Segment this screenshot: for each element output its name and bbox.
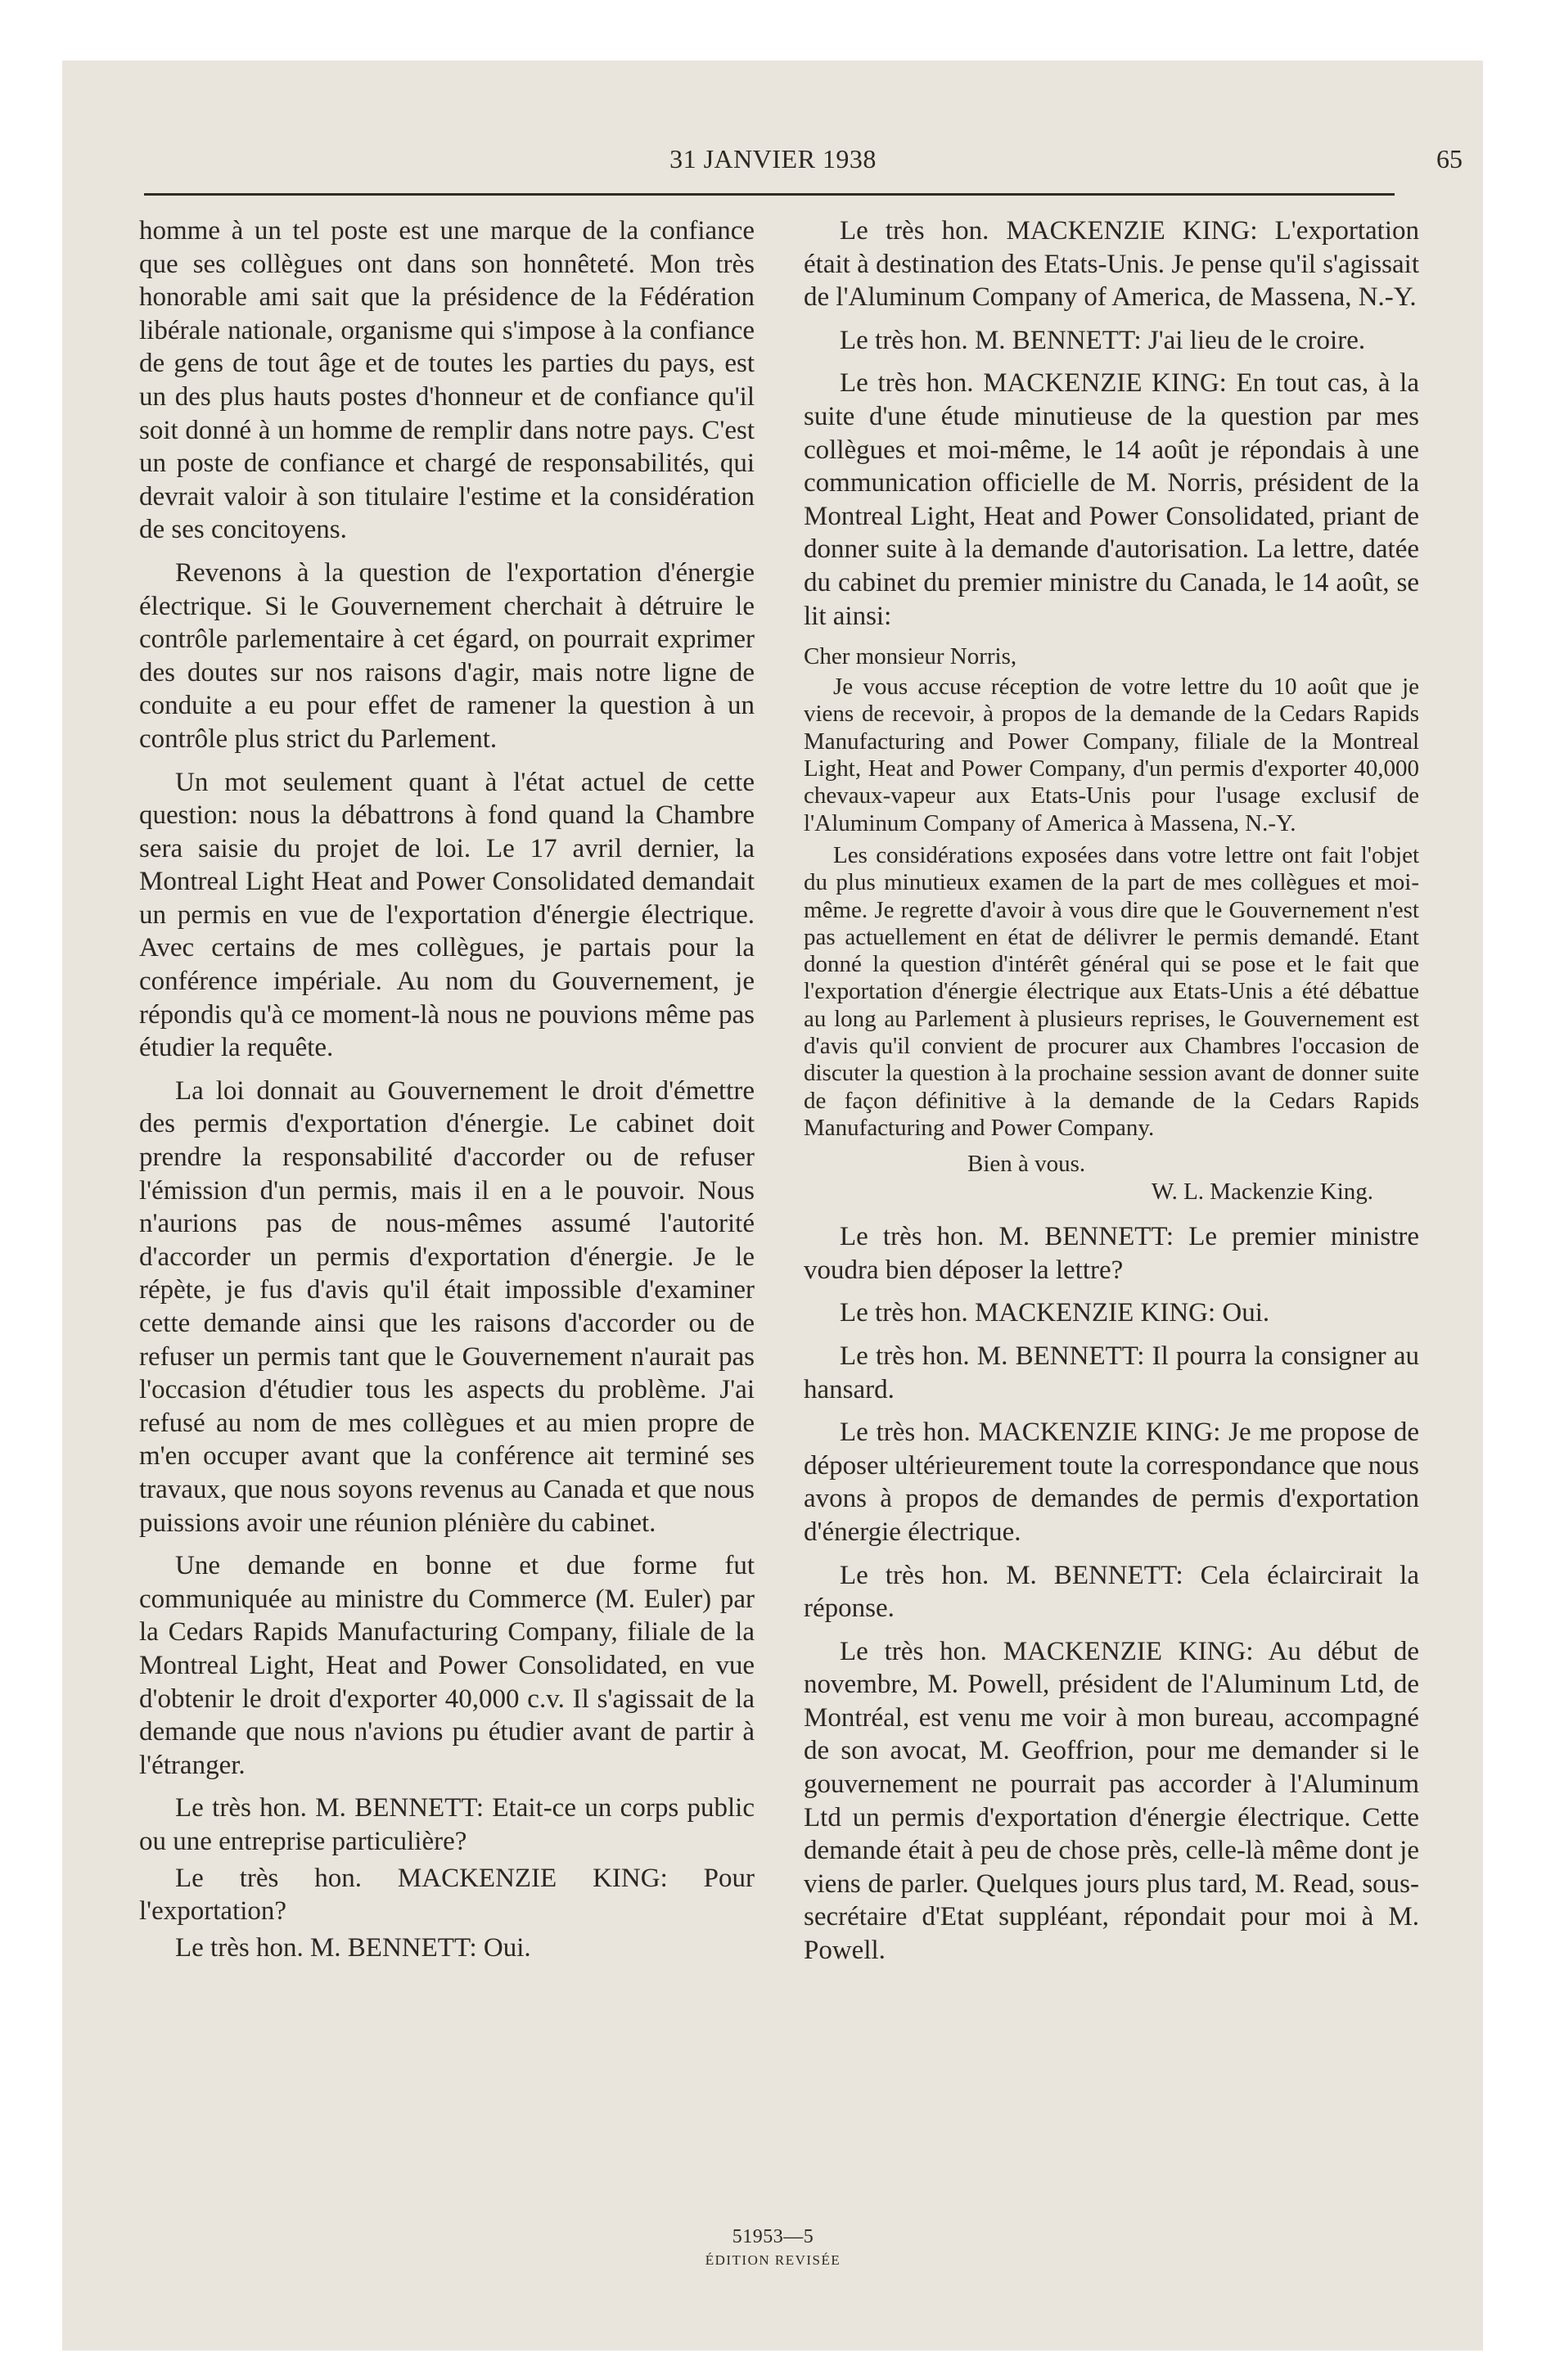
page-date: 31 JANVIER 1938	[669, 144, 877, 174]
print-code: 51953—5	[732, 2226, 814, 2247]
letter-paragraph: Les considérations exposées dans votre lettre ont fait l'objet du plus minutieux examen de la part de mes collègues et moi-même. Je regrette d'avoir à vous dire que le Gouvernement n'est pas actuellement en état de délivrer le permis demandé. Etant donné la question d'intérêt général qui se pose et le fait que l'exportation d'énergie électrique aux Etats-Unis a été débattue au long au Parlement à plusieurs reprises, le Gouvernement est d'avis qu'il convient de procurer aux Chambres l'occasion de discuter la question à la prochaine session avant de donner suite de façon définitive à la demande de la Cedars Rapids Manufacturing and Power Company.	[804, 841, 1419, 1141]
speaker-remark: Le très hon. MACKENZIE KING: Oui.	[840, 1298, 1270, 1328]
right-column	[804, 214, 1419, 2146]
paragraph: Un mot seulement quant à l'état actuel de cette question: nous la débattrons à fond quand la Chambre sera saisie du projet de loi. Le 17 avril dernier, la Montreal Light Heat and Power Consolidated demandait un permis en vue de l'exportation d'énergie électrique. Avec certains de mes collègues, je partais pour la conférence impériale. Au nom du Gouvernement, je répondis qu'à ce moment-là nous ne pouvions même pas étudier la requête.	[139, 767, 755, 1063]
speaker-remark: Le très hon. MACKENZIE KING: Pour l'exportation?	[139, 1863, 755, 1927]
letter-closing: Bien à vous.	[967, 1151, 1086, 1178]
page-number: 65	[1436, 144, 1463, 174]
speaker-remark: Le très hon. MACKENZIE KING: Je me propose de déposer ultérieurement toute la correspondance que nous avons à propos de demandes de permis d'exportation d'énergie électrique.	[804, 1418, 1419, 1547]
paragraph: La loi donnait au Gouvernement le droit d'émettre des permis d'exportation d'énergie. Le cabinet doit prendre la responsabilité d'accorder ou de refuser l'émission d'un permis, mais il en a le pouvoir. Nous n'aurions pas de nous-mêmes assumé l'autorité d'accorder un permis d'exportation d'énergie. Je le répète, je fus d'avis qu'il était impossible d'examiner cette demande ainsi que les raisons d'accorder ou de refuser un permis tant que le Gouvernement n'aurait pas l'occasion d'étudier tous les aspects du problème. J'ai refusé au nom de mes collègues et au mien propre de m'en occuper avant que la conférence ait terminé ses travaux, que nous soyons revenus au Canada et que nous puissions avoir une réunion plénière du cabinet.	[139, 1075, 755, 1538]
speaker-remark: Le très hon. M. BENNETT: J'ai lieu de le croire.	[840, 325, 1366, 355]
paragraph: Une demande en bonne et due forme fut communiquée au ministre du Commerce (M. Euler) par la Cedars Rapids Manufacturing Company, filiale de la Montreal Light, Heat and Power Consolidated, en vue d'obtenir le droit d'exporter 40,000 c.v. Il s'agissait de la demande que nous n'avions pu étudier avant de partir à l'étranger.	[139, 1551, 755, 1780]
speaker-remark: Le très hon. MACKENZIE KING: Au début de novembre, M. Powell, président de l'Aluminum Ltd, de Montréal, est venu me voir à mon bureau, accompagné de son avocat, M. Geoffrion, pour me demander si le gouvernement ne pourrait pas accorder à l'Aluminum Ltd un permis d'exportation d'énergie électrique. Cette demande était à peu de chose près, celle-là même dont je viens de parler. Quelques jours plus tard, M. Read, sous-secrétaire d'Etat suppléant, répondait pour moi à M. Powell.	[804, 1636, 1419, 1966]
speaker-remark: Le très hon. M. BENNETT: Oui.	[175, 1932, 531, 1963]
header-rule	[144, 193, 1395, 196]
paragraph: Revenons à la question de l'exportation d'énergie électrique. Si le Gouvernement cherchait à détruire le contrôle parlementaire à cet égard, on pourrait exprimer des doutes sur nos raisons d'agir, mais notre ligne de conduite a eu pour effet de ramener la question à un contrôle plus strict du Parlement.	[139, 557, 755, 754]
letter-signature: W. L. Mackenzie King.	[1151, 1179, 1373, 1206]
edition-label: ÉDITION REVISÉE	[705, 2252, 841, 2268]
speaker-remark: Le très hon. M. BENNETT: Il pourra la consigner au hansard.	[804, 1341, 1419, 1404]
speaker-remark: Le très hon. MACKENZIE KING: En tout cas, à la suite d'une étude minutieuse de la question par mes collègues et moi-même, le 14 août je répondais à une communication officielle de M. Norris, président de la Montreal Light, Heat and Power Consolidated, priant de donner suite à la demande d'autorisation. La lettre, datée du cabinet du premier ministre du Canada, le 14 août, se lit ainsi:	[804, 368, 1419, 631]
speaker-remark: Le très hon. M. BENNETT: Etait-ce un corps public ou une entreprise particulière?	[139, 1793, 755, 1856]
speaker-remark: Le très hon. MACKENZIE KING: L'exportation était à destination des Etats-Unis. Je pense qu'il s'agissait de l'Aluminum Company of America, de Massena, N.-Y.	[804, 216, 1419, 313]
letter-salutation: Cher monsieur Norris,	[804, 643, 1017, 670]
paragraph: homme à un tel poste est une marque de la confiance que ses collègues ont dans son honnêteté. Mon très honorable ami sait que la présidence de la Fédération libérale nationale, organisme qui s'impose à la confiance de gens de tout âge et de toutes les parties du pays, est un des plus hauts postes d'honneur et de confiance qu'il soit donné à un homme de remplir dans notre pays. C'est un poste de confiance et chargé de responsabilités, qui devrait valoir à son titulaire l'estime et la considération de ses concitoyens.	[139, 216, 755, 545]
speaker-remark: Le très hon. M. BENNETT: Le premier ministre voudra bien déposer la lettre?	[804, 1222, 1419, 1285]
left-column	[139, 214, 755, 2146]
speaker-remark: Le très hon. M. BENNETT: Cela éclaircirait la réponse.	[804, 1560, 1419, 1624]
letter-paragraph: Je vous accuse réception de votre lettre du 10 août que je viens de recevoir, à propos de la demande de la Cedars Rapids Manufacturing and Power Company, filiale de la Montreal Light, Heat and Power Company, d'un permis d'exporter 40,000 chevaux-vapeur aux Etats-Unis pour l'usage exclusif de l'Aluminum Company of America à Massena, N.-Y.	[804, 674, 1419, 836]
